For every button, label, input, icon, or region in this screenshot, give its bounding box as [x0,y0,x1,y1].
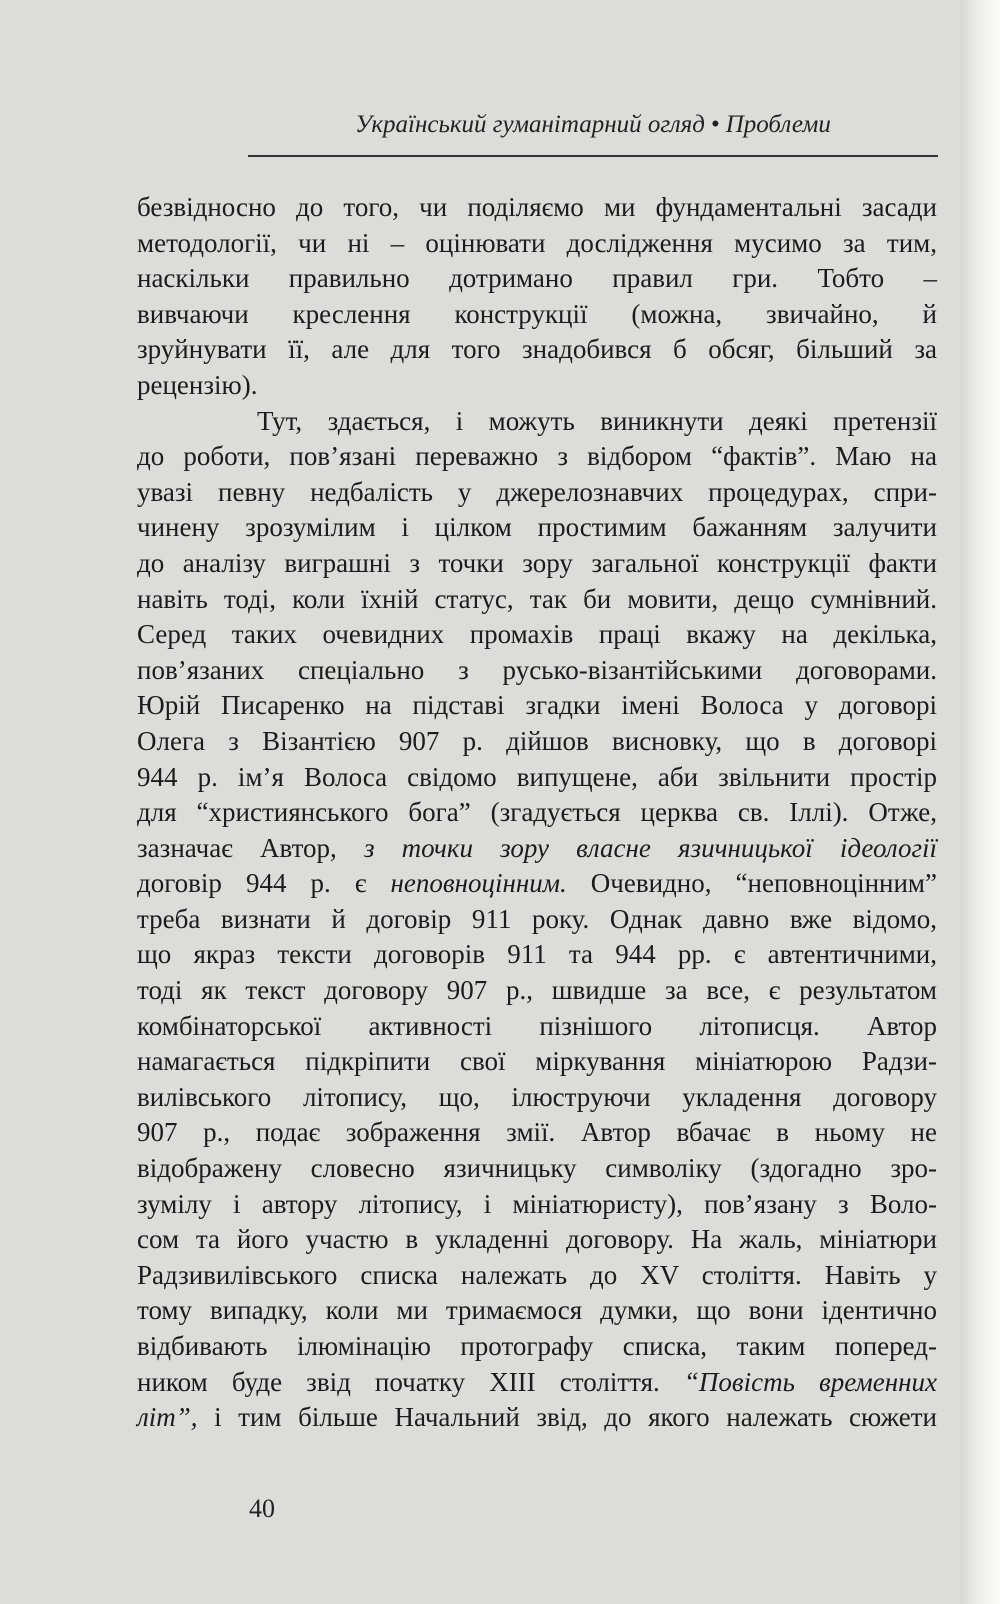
text-line: Серед таких очевидних промахів праці вкажу на декілька, [137,619,937,650]
text-line: для “християнського бога” (згадується церква св. Іллі). Отже, [137,797,937,828]
header-rule [248,155,938,157]
italic-emphasis: “Повість временних [683,1366,937,1397]
text-line: Радзивилівського списка належать до XV століття. Навіть у [137,1259,937,1290]
text-line [137,1400,937,1436]
text-line: відбивають ілюмінацію протографу списка, таким поперед- [137,1331,937,1361]
text-line: до роботи, пов’язані переважно з відбором “фактів”. Маю на [137,441,937,472]
text-run: Очевидно, “неповноцінним” [566,868,937,899]
text-line [137,831,937,867]
journal-title: Український гуманітарний огляд [355,111,705,138]
text-line: 907 р., подає зображення змії. Автор вбачає в ньому не [137,1117,937,1148]
text-run: зазначає Автор, [137,832,364,863]
text-line: зумілу і автору літопису, і мініатюристу), пов’язану з Воло- [137,1188,937,1219]
page-edge-shadow [960,0,1000,1604]
italic-emphasis: літ”, [137,1402,198,1433]
running-header [248,110,938,140]
text-line: навіть тоді, коли їхній статус, так би мовити, дещо сумнівний. [137,583,937,614]
text-line: комбінаторської активності пізнішого літописця. Автор [137,1010,937,1041]
text-line: вивчаючи креслення конструкції (можна, звичайно, й [137,298,937,329]
body-text [137,190,937,1436]
text-line: Тут, здається, і можуть виникнути деякі претензії [257,405,937,436]
text-run: ником буде звід початку XIII століття. [137,1366,684,1397]
text-line: тому випадку, коли ми тримаємося думки, що вони ідентично [137,1295,937,1326]
text-line [137,866,937,902]
paragraph-1 [137,190,937,404]
text-line: намагається підкріпити свої міркування мініатюрою Радзи- [137,1046,937,1077]
text-line: методології, чи ні – оцінювати дослідження мусимо за тим, [137,227,937,258]
text-line: 944 р. ім’я Волоса свідомо випущене, аби звільнити простір [137,761,937,792]
text-run: договір 944 р. є [137,868,391,899]
page-number: 40 [249,1494,275,1523]
italic-emphasis: неповноцінним. [390,868,567,899]
text-line: вилівського літопису, що, ілюструючи укладення договору [137,1081,937,1112]
text-line: тоді як текст договору 907 р., швидше за все, є результатом [137,975,937,1006]
text-line: чинену зрозумілим і цілком простимим бажанням залучити [137,512,937,543]
section-title: Проблеми [725,111,831,138]
text-line: Юрій Писаренко на підставі згадки імені Волоса у договорі [137,690,937,721]
text-line: наскільки правильно дотримано правил гри. Тобто – [137,263,937,294]
text-line: Олега з Візантією 907 р. дійшов висновку, що в договорі [137,725,937,756]
text-run: і тим більше Начальний звід, до якого належать сюжети [197,1402,937,1433]
text-line: безвідносно до того, чи поділяємо ми фундаментальні засади [137,192,937,222]
text-line: пов’язаних спеціально з русько-візантійськими договорами. [137,654,937,685]
text-line: увазі певну недбалість у джерелознавчих процедурах, спри- [137,476,937,507]
text-line: що якраз тексти договорів 911 та 944 рр. є автентичними, [137,939,937,970]
text-line: до аналізу виграшні з точки зору загальної конструкції факти [137,547,937,578]
text-line: треба визнати й договір 911 року. Однак давно вже відомо, [137,903,937,934]
text-line: відображену словесно язичницьку символіку (здогадно зро- [137,1153,937,1184]
text-line: рецензію). [137,369,258,400]
paragraph-2 [137,404,937,1436]
italic-emphasis: з точки зору власне язичницької ідеології [363,832,938,863]
text-line: сом та його участю в укладенні договору. На жаль, мініатюри [137,1224,937,1255]
text-line [137,1365,937,1401]
header-separator: • [710,111,720,138]
text-line: зруйнувати її, але для того знадобився б обсяг, більший за [137,334,937,365]
